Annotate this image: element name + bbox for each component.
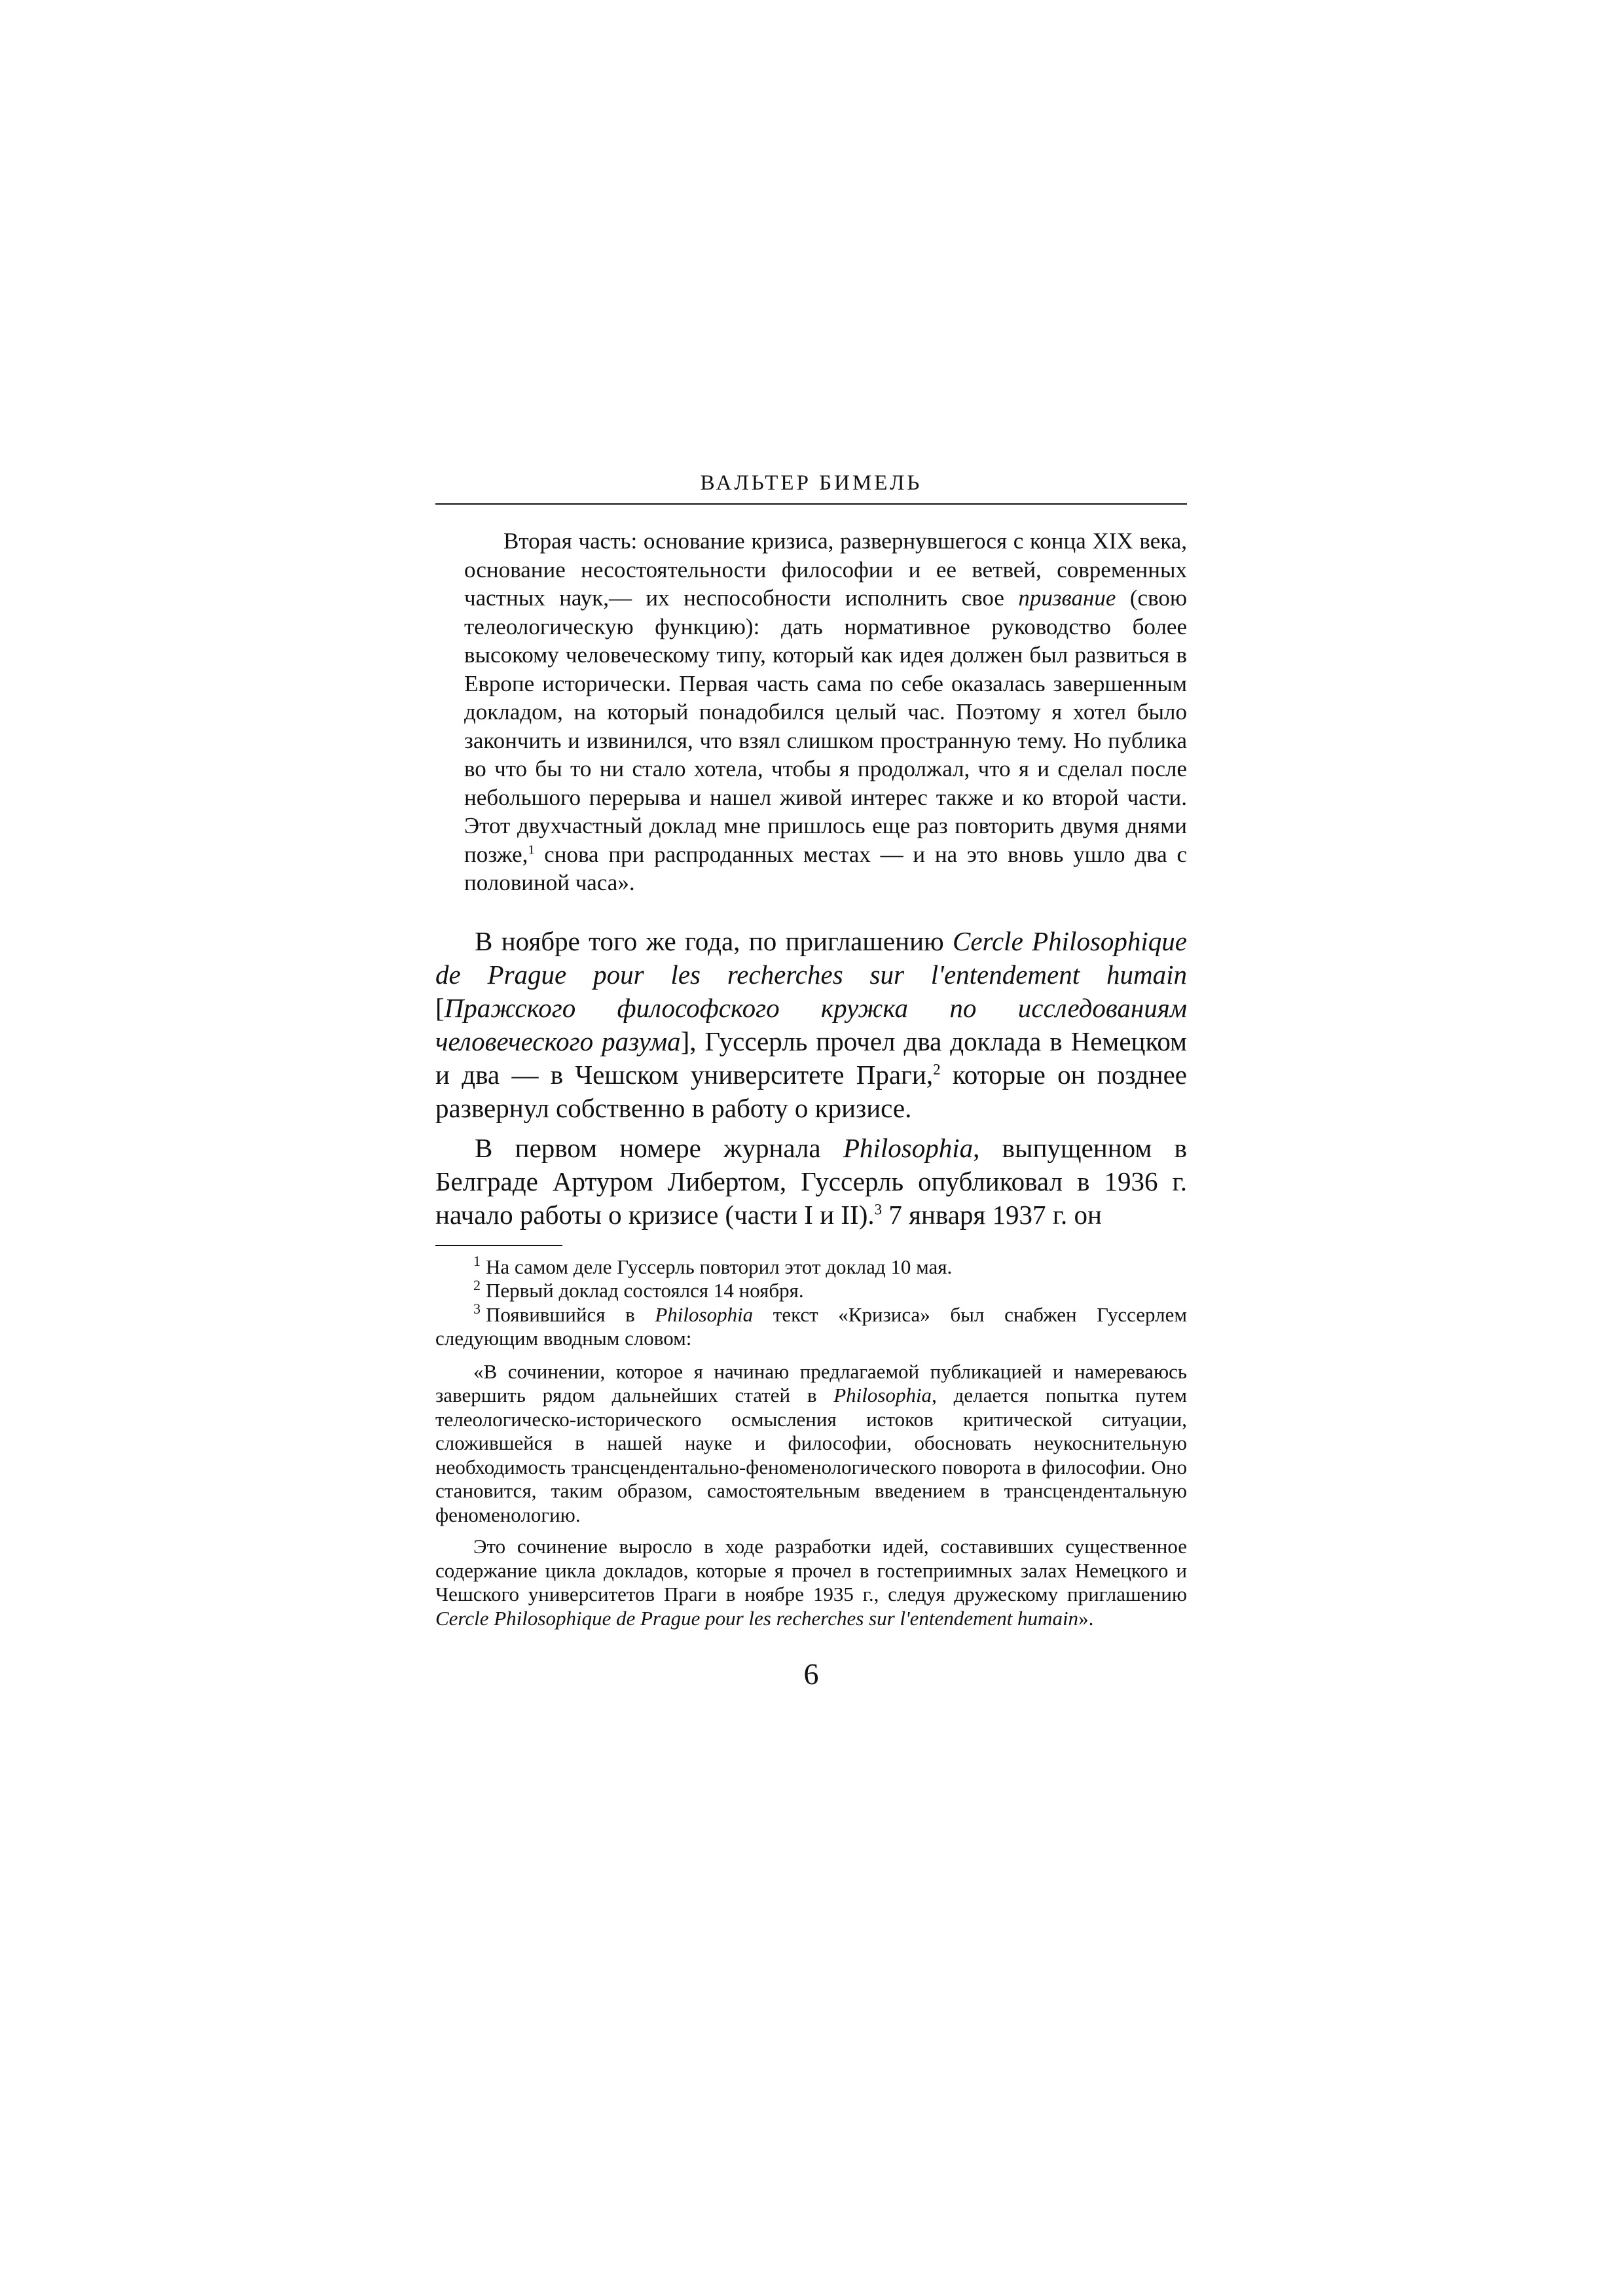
page-content [435, 458, 1187, 1689]
footnote-1-number: 1 [473, 1253, 481, 1270]
footnote-3-emphasis: Philosophia [655, 1302, 754, 1326]
fn-quote-1-text-1: «В сочинении, которое я начинаю предлагаемой публикацией и намереваюсь завершить рядом дальнейших статей в [435, 1359, 1187, 1407]
footnote-2-number: 2 [473, 1276, 481, 1293]
body-paragraph-2 [435, 1132, 1187, 1232]
footnote-ref-1[interactable]: 1 [528, 842, 535, 857]
fn-quote-1-emphasis: Philosophia [833, 1384, 932, 1407]
para1-emphasis-2: Пражского философского кружка по исследованиям человеческого разума [435, 992, 1187, 1056]
footnote-quote-1 [435, 1360, 1187, 1528]
footnote-3-number: 3 [473, 1300, 481, 1318]
footnote-3-text-1: Появившийся в [486, 1302, 655, 1326]
footnote-ref-2[interactable]: 2 [933, 1060, 941, 1077]
para2-emphasis: Philosophia [843, 1132, 974, 1163]
footnote-ref-3[interactable]: 3 [874, 1200, 883, 1217]
fn-quote-2-emphasis: Cercle Philosophique de Prague pour les recherches sur l'entendement humain [435, 1606, 1079, 1630]
para1-text-3: ], Гуссерль прочел два доклада в Немецком и два — в Чешском университете Праги, [435, 1026, 1187, 1090]
para1-text-1: В ноябре того же года, по приглашению [475, 925, 953, 956]
quote-text-1: Вторая часть: основание кризиса, развернувшегося с конца XIX века, основание несостоятельности философии и ее ветвей, современных частных наук,— их неспособности исполнить свое [464, 528, 1187, 611]
footnote-3-text-2: текст «Кризиса» был снабжен Гуссерлем следующим вводным словом: [435, 1302, 1187, 1350]
para2-text-3: 7 января 1937 г. он [882, 1199, 1102, 1230]
fn-quote-1-text-2: , делается попытка путем телеологическо-исторического осмысления истоков критической ситуации, сложившейся в нашей науке и философии, обосновать неукоснительную необходимость трансцендентально-феноменологического поворота в философии. Оно становится, таким образом, самостоятельным введением в трансцендентальную феноменологию. [435, 1384, 1187, 1526]
para1-text-4: которые он позднее развернул собственно в работу о кризисе. [435, 1059, 1187, 1123]
footnote-divider [435, 1245, 562, 1246]
quote-text-2: (свою телеологическую функцию): дать нормативное руководство более высокому человеческому типу, который как идея должен был развиться в Европе исторически. Первая часть сама по себе оказалась завершенным докладом, на который понадобился целый час. Поэтому я хотел было закончить и извинился, что взял слишком пространную тему. Но публика во что бы то ни стало хотела, чтобы я продолжал, что я и сделал после небольшого перерыва и нашел живой интерес также и ко второй части. Этот двухчастный доклад мне пришлось еще раз повторить двумя днями позже, [464, 585, 1187, 867]
block-quote [435, 527, 1187, 897]
page-number: 6 [803, 1657, 819, 1691]
footnote-1-text: На самом деле Гуссерль повторил этот доклад 10 мая. [486, 1255, 953, 1278]
para2-text-1: В первом номере журнала [475, 1132, 843, 1163]
running-head: ВАЛЬТЕР БИМЕЛЬ [435, 473, 1187, 505]
fn-quote-2-text-2: ». [1078, 1606, 1094, 1630]
quote-text-3: снова при распроданных местах — и на это вновь ушло два с половиной часа». [464, 841, 1187, 895]
quote-emphasis: призвание [1018, 585, 1116, 611]
footnote-2-text: Первый доклад состоялся 14 ноября. [486, 1279, 804, 1302]
para2-text-2: , выпущенном в Белграде Артуром Либертом, Гуссерль опубликовал в 1936 г. начало работы о кризисе (части I и II). [435, 1132, 1188, 1230]
footnote-1 [435, 1255, 1187, 1280]
para1-text-2: [ [435, 992, 445, 1023]
footnote-quote-2 [435, 1535, 1187, 1630]
fn-quote-2-text-1: Это сочинение выросло в ходе разработки идей, составивших существенное содержание цикла докладов, которые я прочел в гостеприимных залах Немецкого и Чешского университетов Праги в ноябре 1935 г., следуя дружескому приглашению [435, 1535, 1187, 1605]
body-paragraph-1 [435, 925, 1187, 1125]
para1-emphasis-1: Cercle Philosophique de Prague pour les recherches sur l'entendement humain [435, 925, 1187, 990]
footnote-3 [435, 1300, 1187, 1351]
footnote-2 [435, 1276, 1187, 1303]
